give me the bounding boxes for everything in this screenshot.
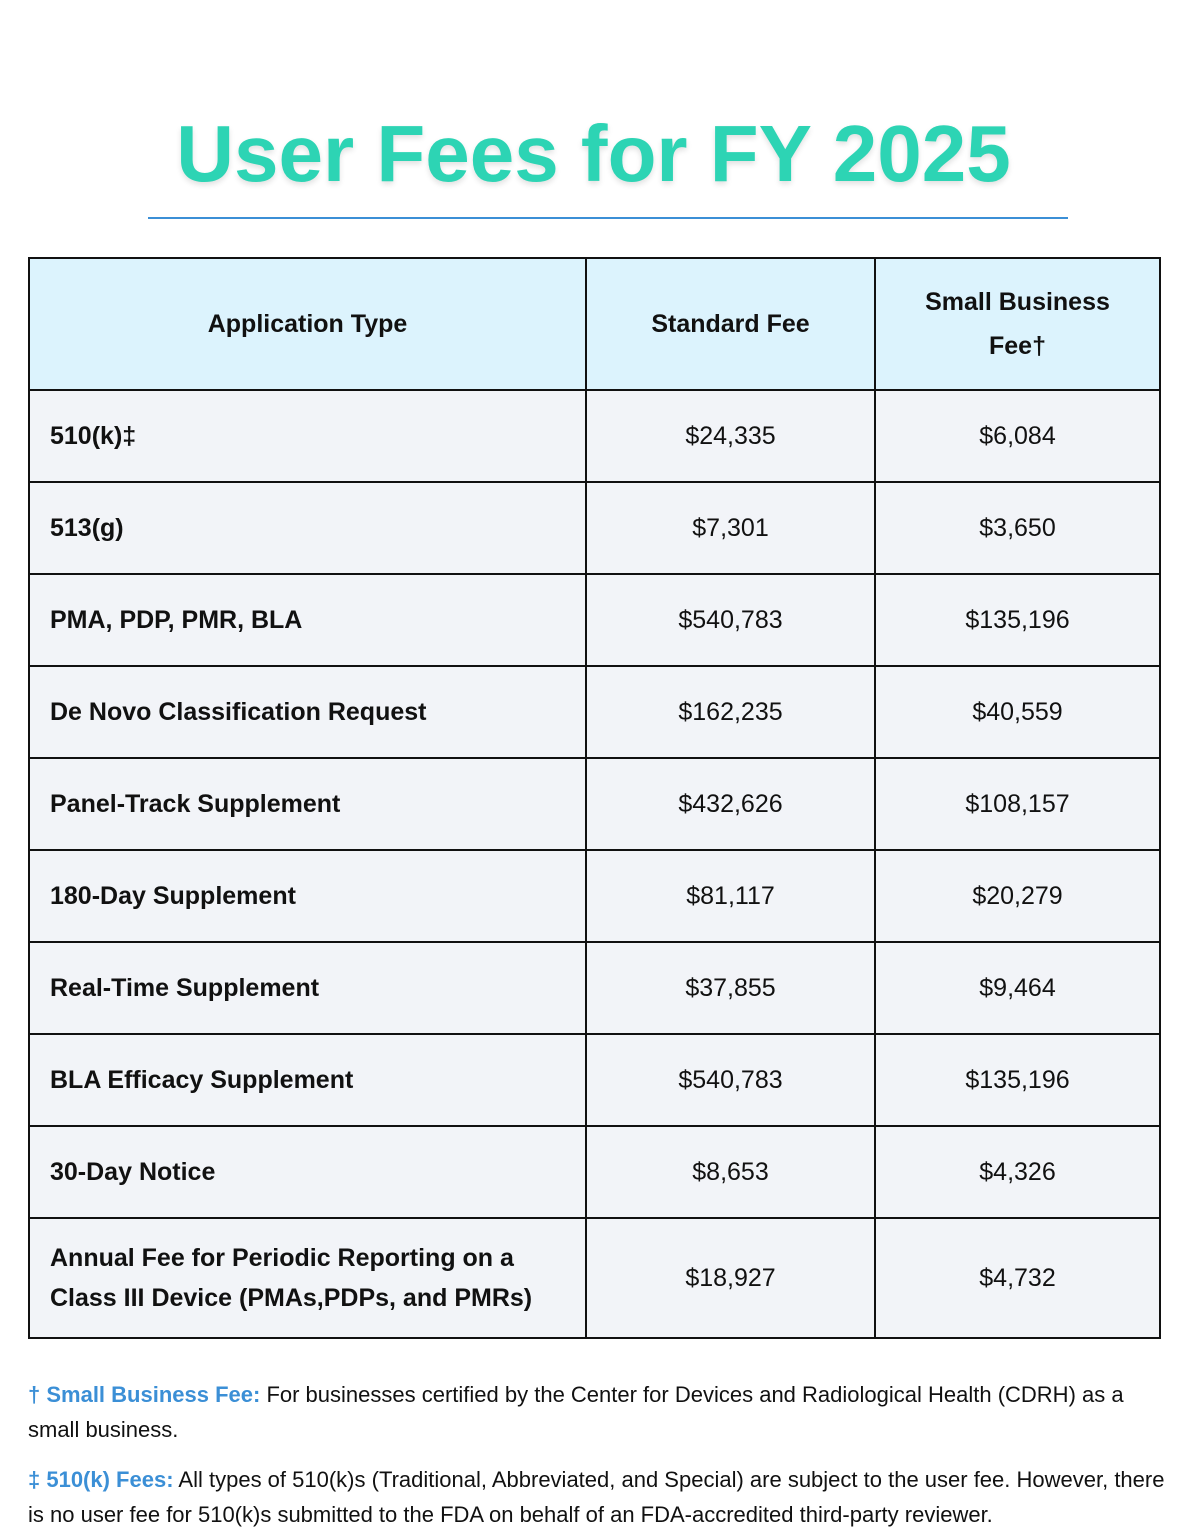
table-row bbox=[29, 758, 1160, 850]
application-type-cell: BLA Efficacy Supplement bbox=[29, 1034, 586, 1126]
application-type-cell: PMA, PDP, PMR, BLA bbox=[29, 574, 586, 666]
standard-fee-cell: $81,117 bbox=[586, 850, 875, 942]
application-type-cell: De Novo Classification Request bbox=[29, 666, 586, 758]
footnote-lead: ‡ 510(k) Fees: bbox=[28, 1467, 174, 1492]
fees-table bbox=[28, 257, 1161, 1339]
header-standard-fee: Standard Fee bbox=[586, 258, 875, 390]
table-row bbox=[29, 942, 1160, 1034]
table-row bbox=[29, 666, 1160, 758]
small-business-fee-cell: $4,326 bbox=[875, 1126, 1160, 1218]
header-row bbox=[29, 258, 1160, 390]
small-business-fee-cell: $4,732 bbox=[875, 1218, 1160, 1338]
standard-fee-cell: $162,235 bbox=[586, 666, 875, 758]
application-type-cell: 30-Day Notice bbox=[29, 1126, 586, 1218]
small-business-fee-cell: $3,650 bbox=[875, 482, 1160, 574]
table-row bbox=[29, 482, 1160, 574]
footnote-text: For businesses certified by the Center for Devices and Radiological Health (CDRH) as a small business. bbox=[28, 1382, 1124, 1442]
footnote-lead: † Small Business Fee: bbox=[28, 1382, 261, 1407]
application-type-cell: 510(k)‡ bbox=[29, 390, 586, 482]
standard-fee-cell: $18,927 bbox=[586, 1218, 875, 1338]
small-business-fee-cell: $108,157 bbox=[875, 758, 1160, 850]
table-row bbox=[29, 1034, 1160, 1126]
header-application-type: Application Type bbox=[29, 258, 586, 390]
application-type-cell: 513(g) bbox=[29, 482, 586, 574]
application-type-cell: 180-Day Supplement bbox=[29, 850, 586, 942]
application-type-cell: Panel-Track Supplement bbox=[29, 758, 586, 850]
table-row bbox=[29, 850, 1160, 942]
small-business-fee-cell: $40,559 bbox=[875, 666, 1160, 758]
fees-table-header bbox=[29, 258, 1160, 390]
standard-fee-cell: $540,783 bbox=[586, 574, 875, 666]
small-business-fee-cell: $20,279 bbox=[875, 850, 1160, 942]
standard-fee-cell: $37,855 bbox=[586, 942, 875, 1034]
510k-fees-footnote bbox=[28, 1462, 1178, 1532]
small-business-fee-cell: $135,196 bbox=[875, 1034, 1160, 1126]
fees-table-body bbox=[29, 390, 1160, 1338]
table-row bbox=[29, 1126, 1160, 1218]
application-type-cell: Real-Time Supplement bbox=[29, 942, 586, 1034]
small-business-fee-footnote bbox=[28, 1377, 1178, 1447]
header-small-business-fee: Small Business Fee† bbox=[875, 258, 1160, 390]
table-row bbox=[29, 574, 1160, 666]
title-divider bbox=[148, 217, 1068, 219]
standard-fee-cell: $432,626 bbox=[586, 758, 875, 850]
application-type-cell: Annual Fee for Periodic Reporting on a Class III Device (PMAs,PDPs, and PMRs) bbox=[29, 1218, 586, 1338]
small-business-fee-cell: $6,084 bbox=[875, 390, 1160, 482]
footnote-text: All types of 510(k)s (Traditional, Abbreviated, and Special) are subject to the user fee. However, there is no user fee for 510(k)s submitted to the FDA on behalf of an FDA-accredited third-party reviewer. bbox=[28, 1467, 1165, 1527]
standard-fee-cell: $24,335 bbox=[586, 390, 875, 482]
standard-fee-cell: $8,653 bbox=[586, 1126, 875, 1218]
table-row bbox=[29, 390, 1160, 482]
table-row bbox=[29, 1218, 1160, 1338]
standard-fee-cell: $540,783 bbox=[586, 1034, 875, 1126]
small-business-fee-cell: $135,196 bbox=[875, 574, 1160, 666]
small-business-fee-cell: $9,464 bbox=[875, 942, 1160, 1034]
page-title: User Fees for FY 2025 bbox=[176, 109, 1011, 198]
standard-fee-cell: $7,301 bbox=[586, 482, 875, 574]
